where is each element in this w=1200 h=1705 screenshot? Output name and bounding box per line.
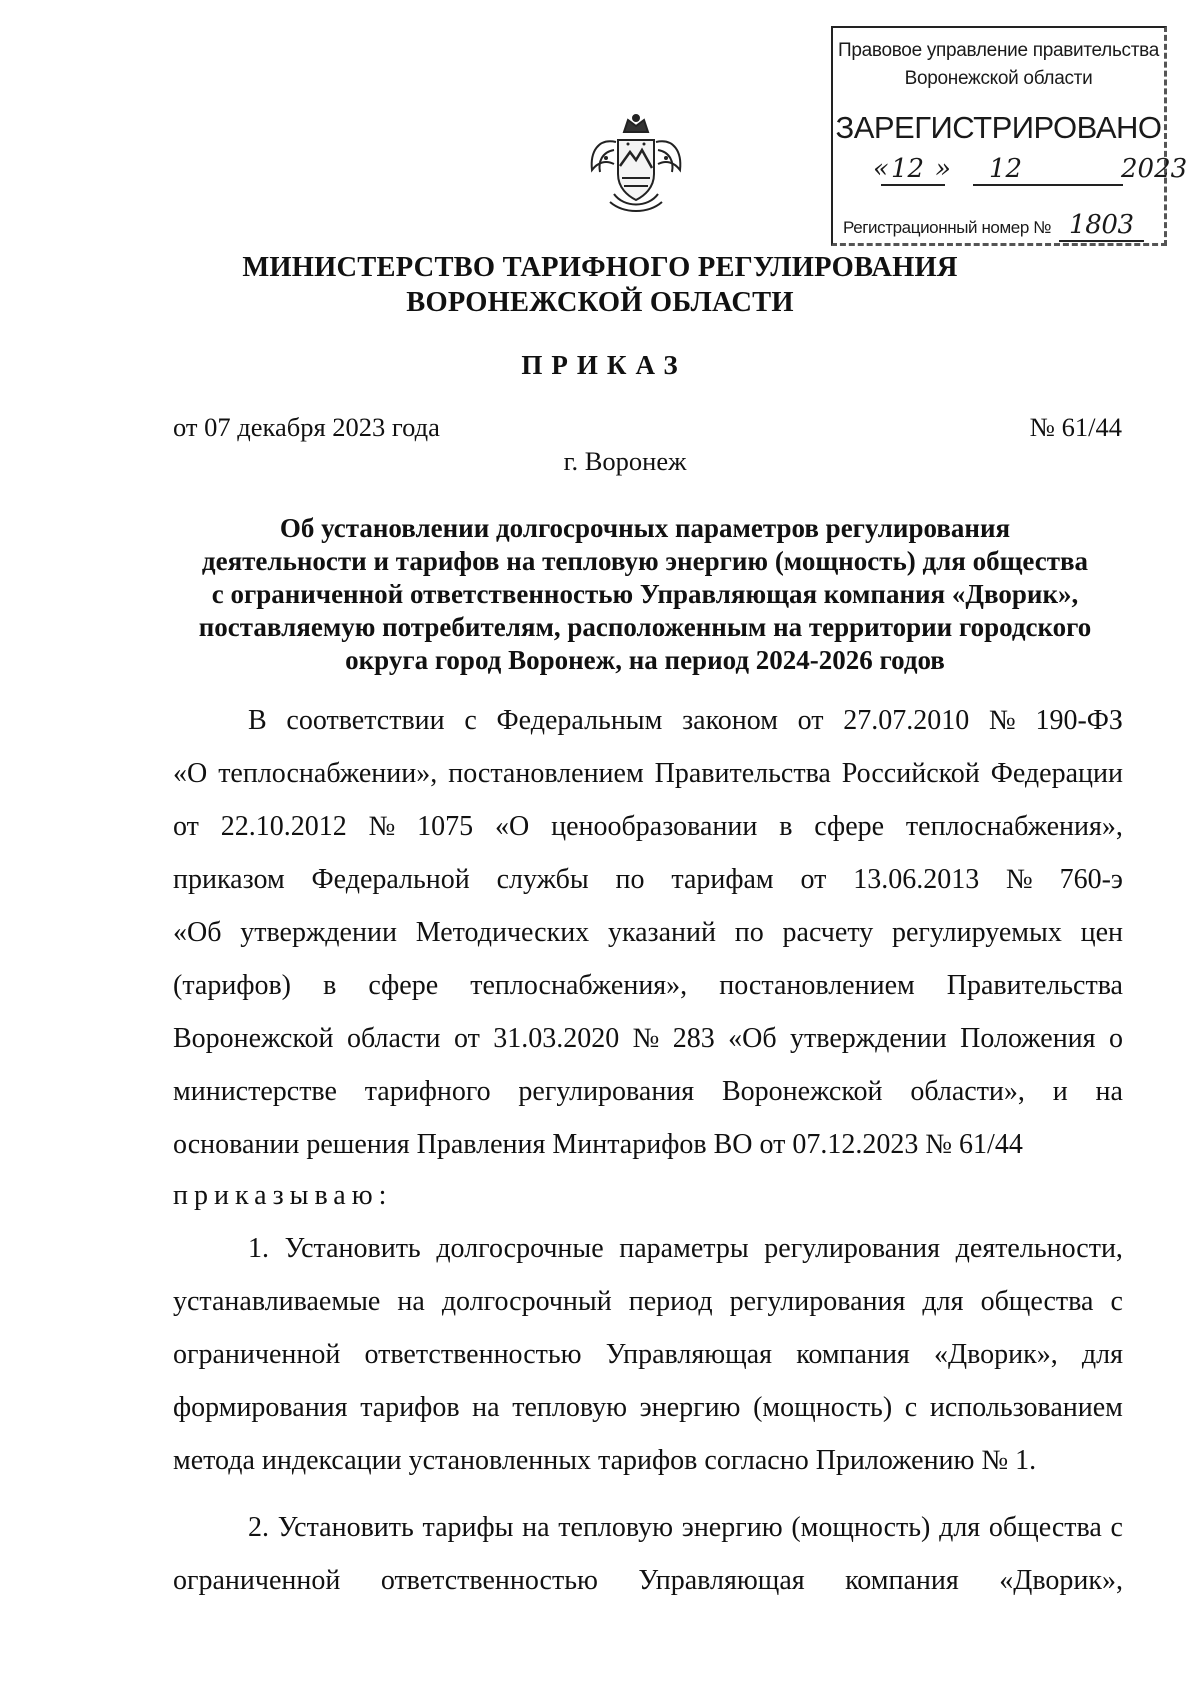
- stamp-regnum-label: Регистрационный номер №: [843, 218, 1052, 237]
- subject-line: деятельности и тарифов на тепловую энергию (мощность) для общества: [201, 546, 1089, 576]
- preamble-line: (тарифов) в сфере теплоснабжения», постановлением Правительства: [173, 970, 1123, 1001]
- subject-line: поставляемую потребителям, расположенным на территории городского: [198, 612, 1092, 642]
- stamp-date-year: 2023: [1121, 154, 1188, 184]
- item1-line: формирования тарифов на тепловую энергию (мощность) с использованием: [173, 1392, 1123, 1423]
- stamp-authority-line2: Воронежской области: [904, 68, 1093, 89]
- subject-line: Об установлении долгосрочных параметров регулирования: [279, 513, 1011, 543]
- order-number: № 61/44: [1029, 412, 1122, 442]
- item1-line: 1. Установить долгосрочные параметры регулирования деятельности,: [248, 1233, 1123, 1264]
- coat-of-arms-icon: [584, 112, 688, 216]
- preamble-line: В соответствии с Федеральным законом от 27.07.2010 № 190-ФЗ: [248, 705, 1123, 736]
- preamble-line: от 22.10.2012 № 1075 «О ценообразовании в сфере теплоснабжения»,: [173, 811, 1123, 842]
- subject-line: с ограниченной ответственностью Управляющая компания «Дворик»,: [211, 579, 1079, 609]
- preamble-line: Воронежской области от 31.03.2020 № 283 «Об утверждении Положения о: [173, 1023, 1123, 1054]
- ministry-heading: [0, 250, 1200, 320]
- ministry-line1: МИНИСТЕРСТВО ТАРИФНОГО РЕГУЛИРОВАНИЯ: [242, 252, 958, 283]
- order-subject: [150, 512, 1140, 677]
- stamp-date-month: 12: [989, 154, 1023, 184]
- registration-stamp: [831, 26, 1188, 246]
- item2-line: ограниченной ответственностью Управляющая компания «Дворик»,: [173, 1565, 1123, 1596]
- subject-line: округа город Воронеж, на период 2024-2026 годов: [345, 645, 945, 675]
- order-date: от 07 декабря 2023 года: [173, 412, 440, 442]
- stamp-date-day: 12: [891, 154, 925, 184]
- stamp-authority-line1: Правовое управление правительства: [837, 40, 1159, 61]
- item2-line: 2. Установить тарифы на тепловую энергию (мощность) для общества с: [248, 1512, 1123, 1543]
- preamble-line: министерстве тарифного регулирования Воронежской области», и на: [173, 1076, 1123, 1107]
- preamble-line: основании решения Правления Минтарифов ВО от 07.12.2023 № 61/44: [173, 1129, 1023, 1160]
- order-word: приказываю:: [173, 1180, 393, 1211]
- item1-line: устанавливаемые на долгосрочный период регулирования для общества с: [173, 1286, 1123, 1317]
- preamble-line: «Об утверждении Методических указаний по расчету регулируемых цен: [173, 917, 1123, 948]
- item1-line: метода индексации установленных тарифов согласно Приложению № 1.: [173, 1445, 1037, 1476]
- stamp-regnum: [843, 210, 1144, 240]
- preamble-line: «О теплоснабжении», постановлением Правительства Российской Федерации: [173, 758, 1123, 789]
- order-city: г. Воронеж: [563, 446, 687, 476]
- stamp-registered-label: ЗАРЕГИСТРИРОВАНО: [835, 110, 1162, 145]
- stamp-regnum-value: 1803: [1059, 210, 1144, 242]
- preamble-line: приказом Федеральной службы по тарифам от 13.06.2013 № 760-э: [173, 864, 1123, 895]
- item1-line: ограниченной ответственностью Управляющая компания «Дворик», для: [173, 1339, 1123, 1370]
- order-title: ПРИКАЗ: [521, 350, 687, 380]
- ministry-line2: ВОРОНЕЖСКОЙ ОБЛАСТИ: [406, 287, 794, 318]
- stamp-date: « 12 » 12 2023: [873, 154, 1188, 184]
